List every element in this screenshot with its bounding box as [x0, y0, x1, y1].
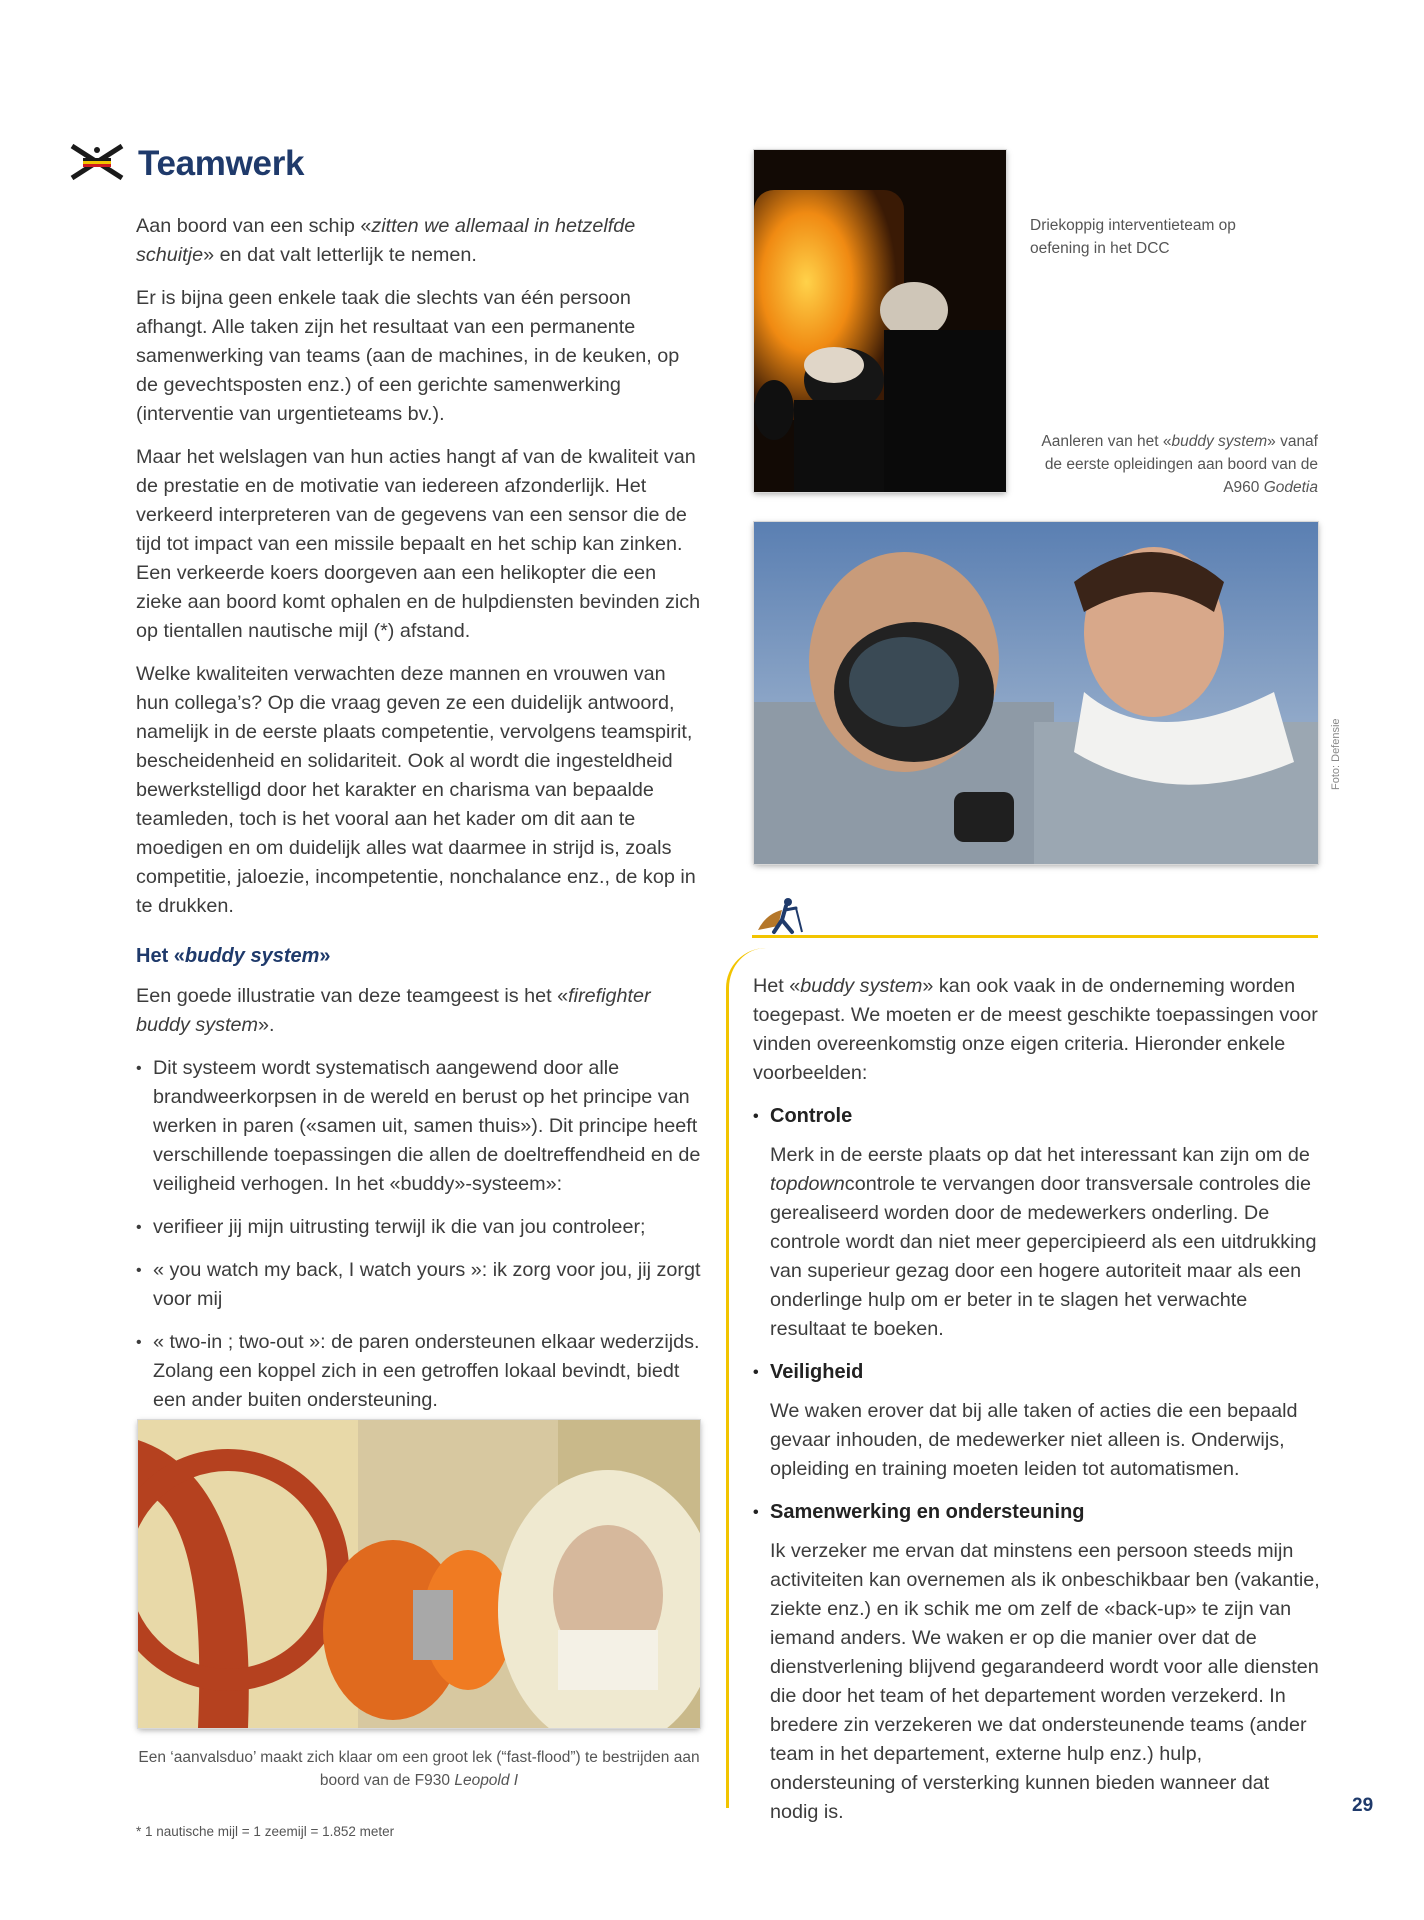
running-figure-icon: [752, 896, 812, 936]
section-divider: [752, 935, 1318, 938]
caption-attack-duo: Een ‘aanvalsduo’ maakt zich klaar om een groot lek (“fast-flood”) te bestrijden aan boord van de F930 Leopold I: [138, 1749, 700, 1789]
heading-samenwerking: • Samenwerking en ondersteuning: [753, 1498, 1321, 1527]
left-column: [136, 212, 704, 1429]
page-number: 29: [1352, 1795, 1374, 1816]
right-intro: Het «buddy system» kan ook vaak in de onderneming worden toegepast. We moeten er de meest geschikte toepassingen voor vinden overeenkomstig onze eigen criteria. Hieronder enkele voorbeelden:: [753, 975, 1318, 1084]
caption-buddy-training: Aanleren van het «buddy system» vanaf de eerste opleidingen aan boord van de A960 Godetia: [1041, 433, 1318, 496]
photo-intervention-team: [754, 150, 1006, 492]
text-veiligheid: We waken erover dat bij alle taken of acties die een bepaald gevaar inhouden, de medewerker niet alleen is. Onderwijs, opleiding en training moeten leiden tot automatismen.: [770, 1400, 1298, 1480]
list-item: • « you watch my back, I watch yours »: ik zorg voor jou, jij zorgt voor mij: [136, 1256, 704, 1314]
text-controle: Merk in de eerste plaats op dat het interessant kan zijn om de topdowncontrole te vervangen door transversale controles die gerealiseerd worden door de medewerkers onderling. De controle wordt dan niet meer gepercipieerd als een uitdrukking van superieur gezag door een hogere autoriteit maar als een onderlinge hulp om er beter in te slagen het verwachte resultaat te boeken.: [770, 1144, 1317, 1340]
heading-controle: • Controle: [753, 1102, 1321, 1131]
paragraph-5: Een goede illustratie van deze teamgeest is het «firefighter buddy system».: [136, 985, 651, 1036]
list-item: • verifieer jij mijn uitrusting terwijl ik die van jou controleer;: [136, 1213, 704, 1242]
paragraph-4: Welke kwaliteiten verwachten deze mannen en vrouwen van hun collega’s? Op die vraag geven ze een duidelijk antwoord, namelijk in de eerste plaats competentie, vervolgens teamspirit, bescheidenheid en solidariteit. Ook al wordt die ingesteldheid bewerkstelligd door het karakter en charisma van bepaalde teamleden, toch is het vooral aan het kader om dit aan te moedigen en om duidelijk alles wat daarmee in strijd is, zoals competitie, jaloezie, incompetentie, nonchalance enz., de kop in te drukken.: [136, 663, 696, 917]
bullet-list: [136, 1054, 704, 1415]
text-samenwerking: Ik verzeker me ervan dat minstens een persoon steeds mijn activiteiten kan overnemen als ik onbeschikbaar ben (vakantie, ziekte enz.) en ik schik me om zelf de «back-up» te zijn van iemand anders. We waken er op die manier over dat de dienstverlening blijvend gegarandeerd wordt voor alle diensten die door het team of het departement worden verzekerd. In bredere zin verzekeren we dat ondersteunende teams (ander team in het departement, externe hulp enz.) hulp, ondersteuning of versterking kunnen bieden wanneer dat nodig is.: [770, 1540, 1320, 1823]
heading-veiligheid: • Veiligheid: [753, 1358, 1321, 1387]
page-header: [68, 143, 304, 185]
photo-buddy-training: [754, 522, 1318, 864]
caption-intervention-team: Driekoppig interventieteam op oefening in het DCC: [1030, 217, 1236, 257]
page-title: Teamwerk: [138, 144, 305, 183]
photo-attack-duo: [138, 1420, 700, 1728]
photo-credit: Foto: Defensie: [1330, 718, 1342, 790]
paragraph-1: Aan boord van een schip «zitten we allemaal in hetzelfde schuitje» en dat valt letterlijk te nemen.: [136, 215, 636, 266]
paragraph-3: Maar het welslagen van hun acties hangt af van de kwaliteit van de prestatie en de motivatie van iedereen afzonderlijk. Het verkeerd interpreteren van de gegevens van een sensor die de tijd tot impact van een missile bepaalt en het schip kan zinken. Een verkeerde koers doorgeven aan een helikopter die een zieke aan boord komt ophalen en de hulpdiensten bevinden zich op tientallen nautische mijl (*) afstand.: [136, 446, 701, 642]
paragraph-2: Er is bijna geen enkele taak die slechts van één persoon afhangt. Alle taken zijn het resultaat van een permanente samenwerking van teams (aan de machines, in de keuken, op de gevechtsposten enz.) of een gerichte samenwerking (interventie van urgentieteams bv.).: [136, 287, 680, 425]
right-column: [753, 972, 1321, 1841]
list-item: • Dit systeem wordt systematisch aangewend door alle brandweerkorpsen in de wereld en berust op het principe van werken in paren («samen uit, samen thuis»). Dit principe heeft verschillende toepassingen die allen de doeltreffendheid en de veiligheid verhogen. In het «buddy»-systeem»:: [136, 1054, 704, 1199]
footnote: * 1 nautische mijl = 1 zeemijl = 1.852 meter: [136, 1824, 395, 1839]
subheading-buddy-system: Het «buddy system»: [136, 945, 331, 967]
list-item: • « two-in ; two-out »: de paren ondersteunen elkaar wederzijds. Zolang een koppel zich in een getroffen lokaal bevindt, biedt een ander buiten ondersteuning.: [136, 1328, 704, 1415]
crossed-anchors-icon: [68, 142, 126, 187]
